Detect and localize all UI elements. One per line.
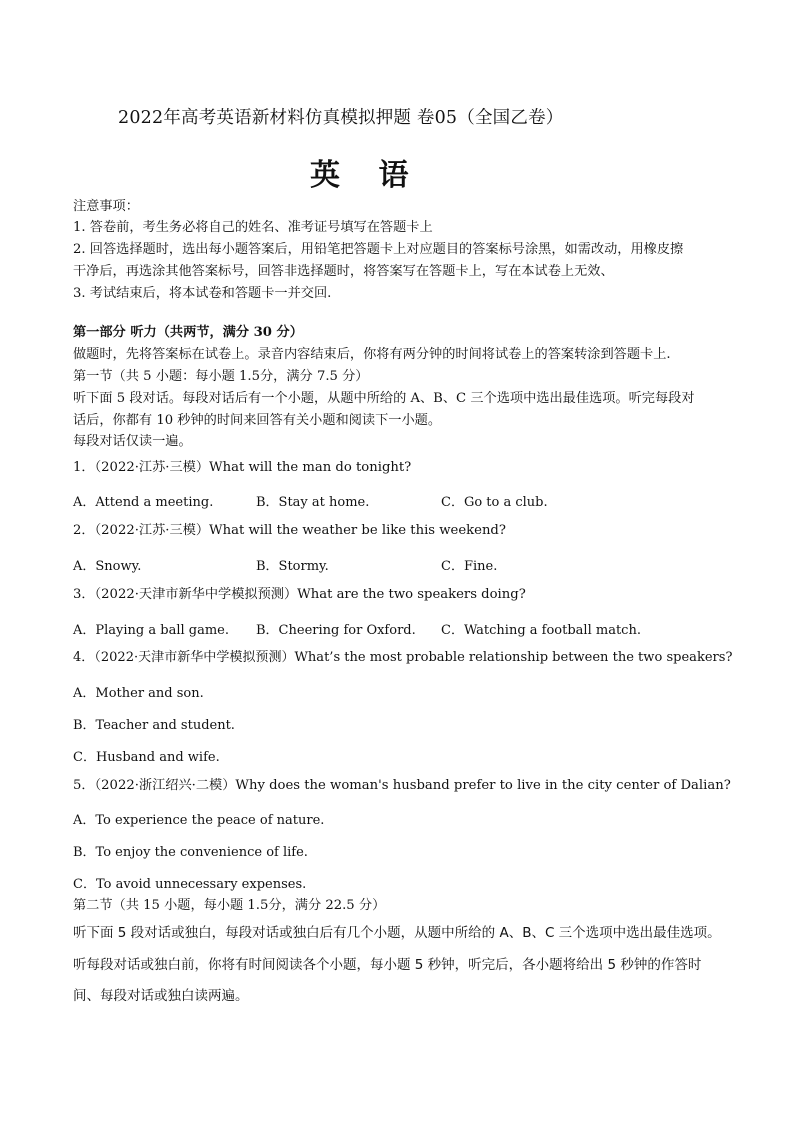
option-c: C．Watching a football match. — [441, 623, 641, 638]
question-stem: 1．（2022·江苏·三模）What will the man do tonight? — [73, 460, 412, 475]
option-b: B．Cheering for Oxford. — [256, 623, 416, 638]
section1-instruction: 每段对话仅读一遍。 — [73, 434, 192, 449]
notice-item: 干净后，再选涂其他答案标号，回答非选择题时，将答案写在答题卡上，写在本试卷上无效、 — [73, 264, 614, 279]
section2-instruction: 间、每段对话或独白读两遍。 — [73, 988, 249, 1004]
notice-item: 1. 答卷前，考生务必将自己的姓名、准考证号填写在答题卡上 — [73, 220, 433, 235]
section1-instruction: 话后，你都有 10 秒钟的时间来回答有关小题和阅读下一小题。 — [73, 413, 442, 428]
option-a: A．Mother and son. — [73, 686, 204, 701]
option-a: A．To experience the peace of nature. — [73, 813, 325, 828]
question-stem: 5．（2022·浙江绍兴·二模）Why does the woman's husband prefer to live in the city center of Dalian? — [73, 778, 731, 793]
notice-heading: 注意事项： — [73, 199, 139, 214]
option-c: C．Fine. — [441, 559, 498, 574]
section2-heading: 第二节（共 15 小题，每小题 1.5分，满分 22.5 分） — [73, 898, 386, 913]
option-b: B．Teacher and student. — [73, 718, 235, 733]
exam-title: 2022年高考英语新材料仿真模拟押题 卷05（全国乙卷） — [118, 108, 564, 128]
option-c: C．Go to a club. — [441, 495, 548, 510]
section2-instruction: 听下面 5 段对话或独白，每段对话或独白后有几个小题，从题中所给的 A、B、C 三个选项中选出最佳选项。 — [73, 925, 721, 941]
option-a: A．Playing a ball game. — [73, 623, 230, 638]
option-a: A．Attend a meeting. — [73, 495, 214, 510]
part1-heading: 第一部分 听力（共两节，满分 30 分） — [73, 325, 303, 340]
question-stem: 3．（2022·天津市新华中学模拟预测）What are the two speakers doing? — [73, 587, 526, 602]
part1-intro: 做题时，先将答案标在试卷上。录音内容结束后，你将有两分钟的时间将试卷上的答案转涂到答题卡上. — [73, 347, 671, 362]
subject-heading: 英 语 — [310, 158, 423, 193]
option-c: C．To avoid unnecessary expenses. — [73, 877, 307, 892]
section1-heading: 第一节（共 5 小题：每小题 1.5分，满分 7.5 分） — [73, 369, 369, 384]
option-b: B．Stay at home. — [256, 495, 370, 510]
option-c: C．Husband and wife. — [73, 750, 220, 765]
question-stem: 2．（2022·江苏·三模）What will the weather be like this weekend? — [73, 523, 506, 538]
notice-item: 3. 考试结束后，将本试卷和答题卡一并交回. — [73, 286, 332, 301]
section2-instruction: 听每段对话或独白前，你将有时间阅读各个小题，每小题 5 秒钟，听完后，各小题将给出 5 秒钟的作答时 — [73, 957, 702, 973]
option-a: A．Snowy. — [73, 559, 142, 574]
question-stem: 4．（2022·天津市新华中学模拟预测）What’s the most probable relationship between the two speakers? — [73, 650, 733, 665]
option-b: B．To enjoy the convenience of life. — [73, 845, 308, 860]
section1-instruction: 听下面 5 段对话。每段对话后有一个小题，从题中所给的 A、B、C 三个选项中选出最佳选项。听完每段对 — [73, 391, 695, 406]
notice-item: 2. 回答选择题时，选出每小题答案后，用铅笔把答题卡上对应题目的答案标号涂黑，如需改动，用橡皮擦 — [73, 242, 684, 257]
option-b: B．Stormy. — [256, 559, 329, 574]
